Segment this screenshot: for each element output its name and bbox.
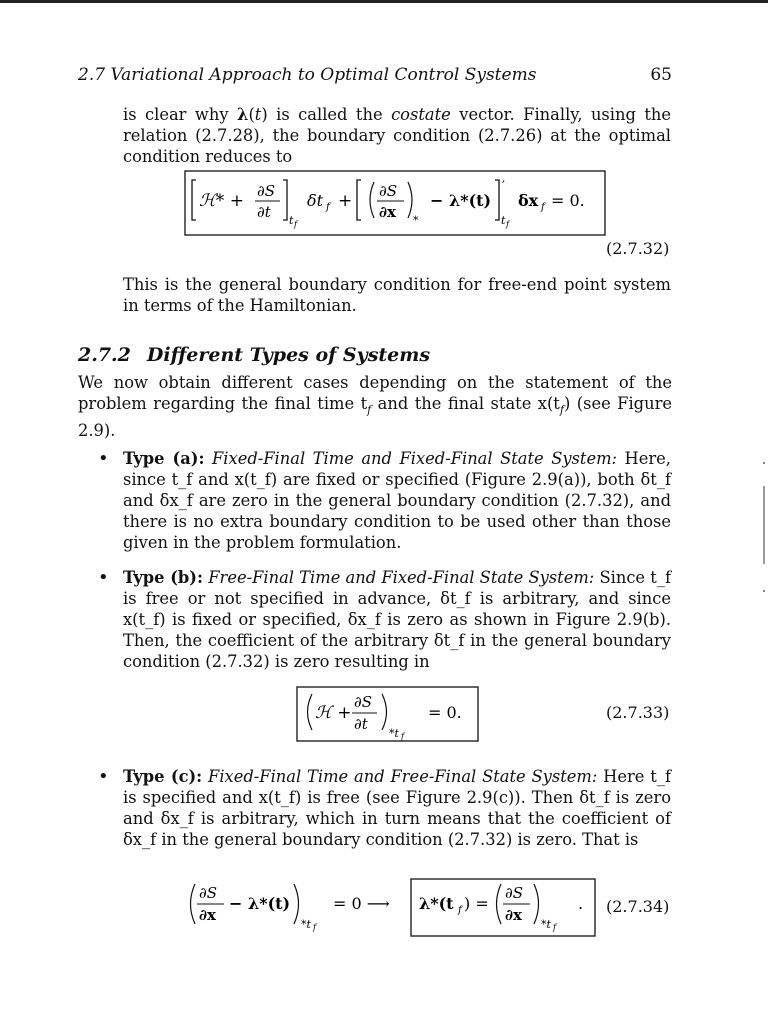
- eq34-period: .: [578, 894, 584, 913]
- svg-text:f: f: [506, 220, 509, 229]
- subsection-number: 2.7.2: [78, 344, 131, 366]
- bullet-b: •: [98, 567, 109, 588]
- margin-mark: [763, 486, 765, 564]
- intro2-text-1: We now obtain different cases depending on the statement of the problem regarding the final time t: [78, 373, 672, 413]
- eq34-dS: ∂S: [199, 884, 218, 902]
- eq32-lambda: − λ*(t): [430, 191, 492, 210]
- subsection-heading: [78, 343, 430, 367]
- type-c-text: Here t_f is specified and x(t_f) is free (see Figure 2.9(c)). Then δt_f is zero and δx_f is arbitrary, which in turn means that the coefficient of δx_f in the general boundary condition (2.7.32) is zero. That is: [123, 767, 671, 849]
- eq34-dx2: ∂x: [505, 906, 522, 924]
- svg-text:f: f: [553, 923, 556, 932]
- type-a-paragraph: [123, 448, 671, 553]
- eq33-sub-f: f: [401, 732, 404, 741]
- type-c-label: Type (c):: [123, 767, 203, 786]
- type-a-text: Here, since t_f and x(t_f) are fixed or specified (Figure 2.9(a)), both δt_f and δx_f are zero in the general boundary condition (2.7.32), and there is no extra boundary condition to be used other than those given in the problem formulation.: [123, 449, 671, 552]
- bullet-a: •: [98, 448, 109, 469]
- equation-number-2-7-33: (2.7.33): [606, 703, 670, 722]
- margin-dot: [763, 590, 765, 592]
- eq32-delta-tf: δt: [307, 191, 324, 210]
- type-b-paragraph: [123, 567, 671, 672]
- eq32-sub-t2: t: [501, 214, 506, 227]
- bullet-c: •: [98, 766, 109, 787]
- type-c-paragraph: [123, 766, 671, 850]
- eq32-dS: ∂S: [257, 182, 276, 200]
- eq34-sub-f: f: [313, 923, 316, 932]
- eq33-dt: ∂t: [354, 715, 368, 733]
- eq34-boxed-lhs: λ*(t: [419, 894, 454, 913]
- intro-paragraph: is clear why λ(t) is called the costate vector. Finally, using the relation (2.7.28), the boundary condition (2.7.26) at the optimal condition reduces to: [123, 105, 672, 166]
- equation-2-7-34: [183, 878, 597, 938]
- eq32-star: *: [413, 214, 419, 227]
- intro-costate: costate: [391, 105, 451, 124]
- eq32-sub-f: f: [294, 220, 297, 229]
- eq34-sub: *t: [301, 918, 311, 931]
- eq32-hamiltonian: ℋ* +: [199, 191, 244, 211]
- section-title: 2.7 Variational Approach to Optimal Control Systems: [78, 65, 537, 85]
- eq33-equals: = 0.: [428, 703, 462, 722]
- type-b-text: Since t_f is free or not specified in advance, δt_f is arbitrary, and since x(t_f) is fixed or specified, δx_f is zero as shown in Figure 2.9(b). Then, the coefficient of the arbitrary δt_f in the general boundary condition (2.7.32) is zero resulting in: [123, 568, 671, 671]
- eq33-sub: *t: [389, 727, 399, 740]
- intro-text-3: vector. Finally, using the relation (2.7.28), the boundary condition (2.7.26) at the optimal condition reduces to: [123, 105, 672, 166]
- svg-text:f: f: [541, 202, 545, 213]
- running-header: [78, 64, 672, 86]
- eq34-boxed-close: ) =: [464, 894, 489, 913]
- type-a-title: Fixed-Final Time and Fixed-Final State System:: [212, 449, 618, 468]
- eq32-equals: = 0.: [551, 191, 585, 210]
- eq32-prime: ′: [502, 179, 505, 194]
- type-b-label: Type (b):: [123, 568, 204, 587]
- eq33-dS: ∂S: [354, 693, 373, 711]
- svg-text:f: f: [326, 202, 330, 213]
- equation-2-7-33: [296, 686, 479, 742]
- eq32-sub-t: t: [289, 214, 294, 227]
- eq32-delta-xf: δx: [518, 191, 539, 210]
- type-a-label: Type (a):: [123, 449, 205, 468]
- eq32-dS2: ∂S: [379, 182, 398, 200]
- svg-text:f: f: [458, 905, 462, 916]
- eq34-dx: ∂x: [199, 906, 216, 924]
- eq34-lambda: − λ*(t): [229, 894, 291, 913]
- eq32-plus: +: [338, 191, 353, 211]
- after-equation-paragraph: This is the general boundary condition for free-end point system in terms of the Hamiltonian.: [123, 275, 671, 315]
- type-c-title: Fixed-Final Time and Free-Final State System:: [208, 767, 598, 786]
- page-number: 65: [650, 65, 672, 85]
- equation-number-2-7-34: (2.7.34): [606, 897, 670, 916]
- top-rule: [0, 0, 768, 3]
- eq33-body: ℋ +: [315, 703, 352, 723]
- equation-2-7-32: [184, 170, 606, 236]
- intro-text-2: is called the: [276, 105, 383, 124]
- eq32-dx: ∂x: [379, 203, 396, 221]
- margin-dot: [763, 462, 765, 464]
- eq34-dS2: ∂S: [505, 884, 524, 902]
- equation-number-2-7-32: (2.7.32): [606, 239, 670, 258]
- type-b-title: Free-Final Time and Fixed-Final State System:: [208, 568, 595, 587]
- eq32-dt: ∂t: [257, 203, 271, 221]
- intro2-paragraph: We now obtain different cases depending on the statement of the problem regarding the final time $t_f$ and the final state $x(t_f)$ (see Figure 2.9).: [78, 373, 672, 441]
- eq34-equals-arrow: = 0 ⟶: [333, 894, 390, 913]
- intro2-text-2: and the final state x(t: [371, 394, 560, 413]
- intro2-text-3: ) (see Figure 2.9).: [78, 394, 672, 441]
- eq34-sub2: *t: [541, 918, 551, 931]
- intro-text-1: is clear why: [123, 105, 229, 124]
- subsection-title: Different Types of Systems: [146, 344, 431, 366]
